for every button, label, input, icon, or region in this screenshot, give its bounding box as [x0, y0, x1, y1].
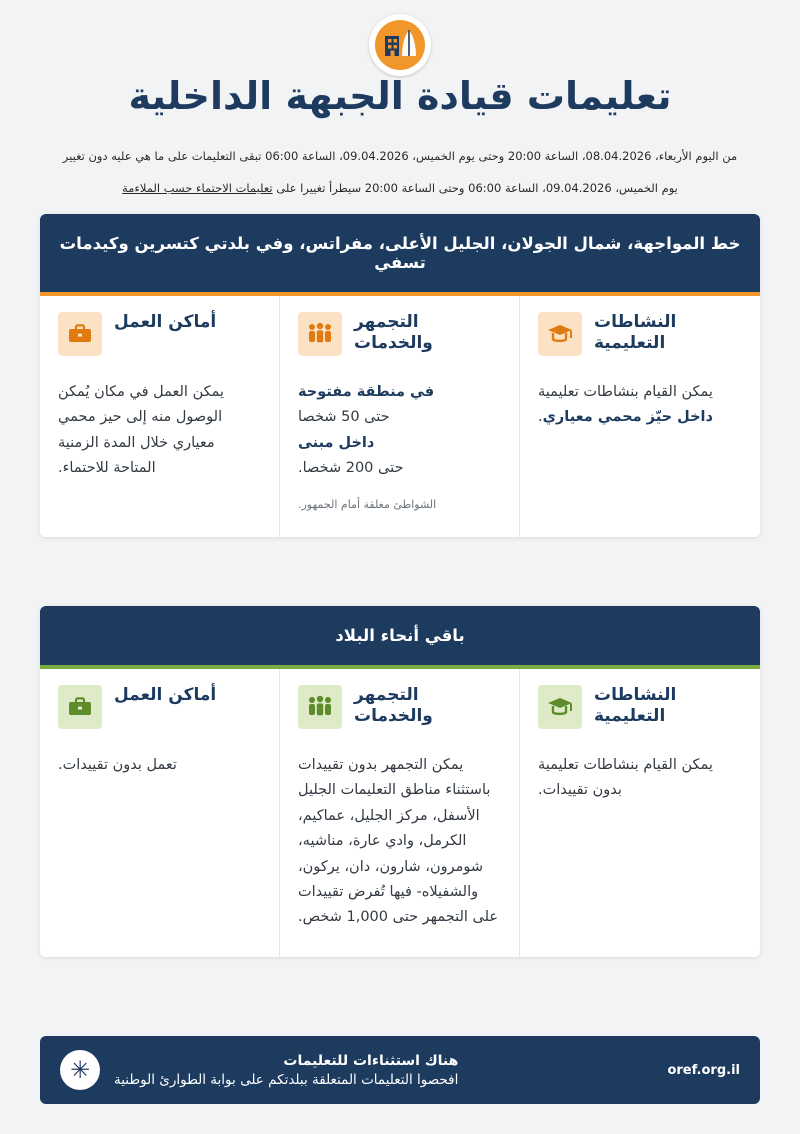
notice-line-2-text: يوم الخميس، 09.04.2026، الساعة 06:00 وحتى الساعة 20:00 سيطرأ تغييرا على تعليمات الاحتماء حسب الملاءمة	[122, 181, 678, 195]
graduation-cap-icon	[538, 685, 582, 729]
column-body: يمكن القيام بنشاطات تعليمية بدون تقييدات.	[538, 757, 713, 799]
column-gathering-front	[280, 296, 520, 537]
footer-line-2: افحصوا التعليمات المتعلقة ببلدتكم على بوابة الطوارئ الوطنية	[114, 1071, 459, 1088]
asterisk-icon: ✳	[60, 1050, 100, 1090]
people-group-icon	[298, 685, 342, 729]
column-gathering-rest	[280, 669, 520, 957]
column-body: يمكن القيام بنشاطات تعليمية داخل حيّز محمي معياري.	[538, 384, 713, 426]
home-front-command-logo	[375, 20, 425, 70]
graduation-cap-icon	[538, 312, 582, 356]
people-group-icon	[298, 312, 342, 356]
logo-badge	[369, 14, 431, 76]
column-workplaces-front	[40, 296, 280, 537]
panel-rest-of-country-columns	[40, 669, 760, 957]
column-title: النشاطات التعليمية	[594, 685, 677, 727]
column-education-front	[520, 296, 760, 537]
column-education-rest	[520, 669, 760, 957]
column-header	[298, 310, 501, 366]
footer-line-1: هناك استثناءات للتعليمات	[283, 1052, 459, 1069]
column-note: الشواطئ مغلقة أمام الجمهور.	[298, 497, 437, 511]
footer-bar	[40, 1036, 760, 1104]
page-title: تعليمات قيادة الجبهة الداخلية	[128, 74, 672, 118]
briefcase-icon	[58, 312, 102, 356]
panel-rest-of-country-header: باقي أنحاء البلاد	[40, 606, 760, 665]
panel-front-line-header: خط المواجهة، شمال الجولان، الجليل الأعلى، مفراتس، وفي بلدتي كتسرين وكيدمات تسفي	[40, 214, 760, 292]
column-header	[58, 310, 261, 366]
column-title: النشاطات التعليمية	[594, 312, 677, 354]
column-body: في منطقة مفتوحة حتى 50 شخصا داخل مبنى حتى 200 شخصا.	[298, 384, 435, 477]
column-body: يمكن العمل في مكان يُمكن الوصول منه إلى حيز محمي معياري خلال المدة الزمنية المتاحة للاحتماء.	[58, 384, 225, 477]
column-workplaces-rest	[40, 669, 280, 957]
panel-front-line	[40, 214, 760, 537]
panel-rest-of-country	[40, 606, 760, 957]
footer-text	[114, 1053, 458, 1088]
panel-front-line-columns	[40, 296, 760, 537]
briefcase-icon	[58, 685, 102, 729]
column-title: التجمهر والخدمات	[354, 312, 433, 354]
column-title: أماكن العمل	[114, 312, 217, 332]
footer-message	[60, 1050, 458, 1090]
column-header	[538, 683, 742, 739]
column-title: أماكن العمل	[114, 685, 217, 705]
column-body: يمكن التجمهر بدون تقييدات باستثناء مناطق التعليمات الجليل الأسفل، مركز الجليل، عماكيم، الكرمل، وادي عارة، مناشيه، شومرون، شارون، دان، يركون، والشفيلاه- فيها تُفرض تقييدات على التجمهر حتى 1,000 شخص.	[298, 757, 499, 926]
column-body: تعمل بدون تقييدات.	[58, 757, 177, 773]
column-header	[298, 683, 501, 739]
column-title: التجمهر والخدمات	[354, 685, 433, 727]
footer-website-link[interactable]: oref.org.il	[667, 1062, 740, 1078]
notice-line-1: من اليوم الأربعاء، 08.04.2026، الساعة 20:00 وحتى يوم الخميس، 09.04.2026، الساعة 06:00 تبقى التعليمات على ما هي عليه دون تغيير	[62, 149, 738, 163]
column-header	[58, 683, 261, 739]
notice-line-2	[0, 180, 800, 197]
column-header	[538, 310, 742, 366]
